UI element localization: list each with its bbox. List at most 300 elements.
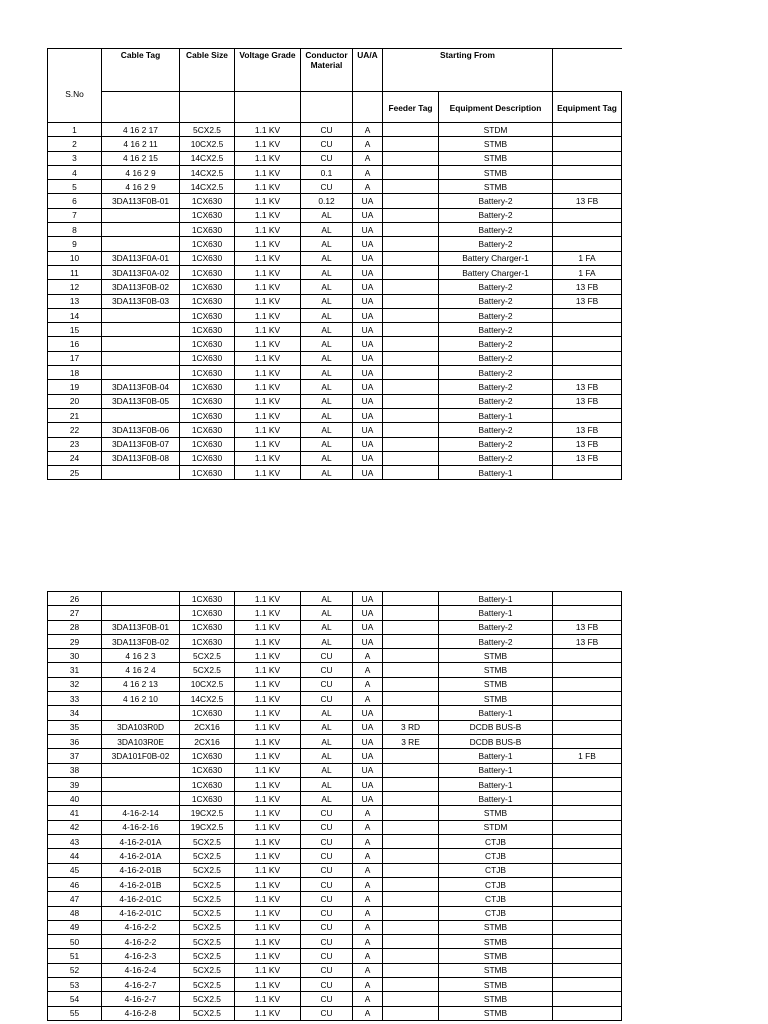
table-row <box>48 223 622 237</box>
feeder-tag-cell <box>383 606 439 620</box>
voltage-grade-cell: 1.1 KV <box>235 180 301 194</box>
equipment-description-cell: STMB <box>439 151 553 165</box>
cable-tag-cell: 3DA113F0B-05 <box>102 394 180 408</box>
cable-size-cell: 1CX630 <box>180 323 235 337</box>
ua-a-cell: UA <box>353 208 383 222</box>
feeder-tag-cell <box>383 380 439 394</box>
ua-a-cell: A <box>353 663 383 677</box>
ua-a-cell: A <box>353 165 383 179</box>
equipment-tag-cell <box>553 237 622 251</box>
ua-a-cell: UA <box>353 351 383 365</box>
feeder-tag-cell <box>383 223 439 237</box>
sno-cell: 24 <box>48 451 102 465</box>
conductor-material-cell: AL <box>301 337 353 351</box>
equipment-tag-cell: 13 FB <box>553 634 622 648</box>
voltage-grade-cell: 1.1 KV <box>235 935 301 949</box>
equipment-description-cell: STMB <box>439 963 553 977</box>
cable-tag-cell: 4 16 2 4 <box>102 663 180 677</box>
cable-tag-cell: 3DA113F0B-06 <box>102 423 180 437</box>
feeder-tag-cell <box>383 963 439 977</box>
sno-cell: 47 <box>48 892 102 906</box>
cable-size-cell: 1CX630 <box>180 777 235 791</box>
table-row <box>48 849 622 863</box>
ua-a-cell: UA <box>353 337 383 351</box>
feeder-tag-cell <box>383 920 439 934</box>
table-row <box>48 734 622 748</box>
conductor-material-cell: AL <box>301 423 353 437</box>
cable-schedule-table-top <box>47 48 622 480</box>
table-row <box>48 777 622 791</box>
cable-size-cell: 1CX630 <box>180 223 235 237</box>
equipment-description-cell: Battery-2 <box>439 280 553 294</box>
conductor-material-cell: AL <box>301 237 353 251</box>
conductor-material-cell: AL <box>301 294 353 308</box>
cable-tag-cell <box>102 366 180 380</box>
sno-cell: 4 <box>48 165 102 179</box>
cable-size-cell: 19CX2.5 <box>180 820 235 834</box>
cable-tag-cell: 3DA103R0D <box>102 720 180 734</box>
sno-cell: 45 <box>48 863 102 877</box>
voltage-grade-cell: 1.1 KV <box>235 165 301 179</box>
equipment-description-cell: Battery-2 <box>439 308 553 322</box>
cable-tag-cell <box>102 337 180 351</box>
table-body-top <box>48 123 622 480</box>
equipment-tag-cell <box>553 337 622 351</box>
cable-tag-cell: 4 16 2 10 <box>102 692 180 706</box>
equipment-description-cell: Battery-1 <box>439 408 553 422</box>
ua-a-cell: UA <box>353 323 383 337</box>
ua-a-cell: A <box>353 892 383 906</box>
sno-cell: 3 <box>48 151 102 165</box>
sno-cell: 1 <box>48 123 102 137</box>
voltage-grade-cell: 1.1 KV <box>235 963 301 977</box>
cable-size-cell: 14CX2.5 <box>180 180 235 194</box>
table-row <box>48 863 622 877</box>
equipment-description-cell: Battery-1 <box>439 466 553 480</box>
ua-a-cell: UA <box>353 749 383 763</box>
feeder-tag-cell <box>383 151 439 165</box>
cable-size-cell: 5CX2.5 <box>180 920 235 934</box>
table-row <box>48 649 622 663</box>
table-row <box>48 180 622 194</box>
cable-tag-cell: 4-16-2-01B <box>102 877 180 891</box>
equipment-tag-cell <box>553 180 622 194</box>
equipment-description-cell: Battery-1 <box>439 706 553 720</box>
conductor-material-cell: AL <box>301 366 353 380</box>
sno-cell: 50 <box>48 935 102 949</box>
conductor-material-cell: AL <box>301 466 353 480</box>
voltage-grade-cell: 1.1 KV <box>235 777 301 791</box>
ua-a-cell: UA <box>353 265 383 279</box>
cable-size-cell: 1CX630 <box>180 294 235 308</box>
feeder-tag-cell <box>383 877 439 891</box>
sno-cell: 7 <box>48 208 102 222</box>
sno-cell: 44 <box>48 849 102 863</box>
voltage-grade-cell: 1.1 KV <box>235 294 301 308</box>
sno-cell: 8 <box>48 223 102 237</box>
cable-tag-cell: 3DA113F0B-02 <box>102 634 180 648</box>
table-row <box>48 394 622 408</box>
cable-tag-cell: 3DA113F0B-02 <box>102 280 180 294</box>
equipment-tag-cell <box>553 606 622 620</box>
feeder-tag-cell <box>383 706 439 720</box>
ua-a-cell: UA <box>353 763 383 777</box>
sno-cell: 33 <box>48 692 102 706</box>
sno-cell: 5 <box>48 180 102 194</box>
cable-size-cell: 19CX2.5 <box>180 806 235 820</box>
feeder-tag-cell <box>383 620 439 634</box>
voltage-grade-cell: 1.1 KV <box>235 806 301 820</box>
conductor-material-cell: CU <box>301 180 353 194</box>
conductor-material-cell: CU <box>301 877 353 891</box>
feeder-tag-cell <box>383 466 439 480</box>
equipment-tag-cell <box>553 649 622 663</box>
voltage-grade-cell: 1.1 KV <box>235 892 301 906</box>
voltage-grade-cell: 1.1 KV <box>235 394 301 408</box>
feeder-tag-cell <box>383 280 439 294</box>
feeder-tag-cell: 3 RD <box>383 720 439 734</box>
sno-cell: 35 <box>48 720 102 734</box>
feeder-tag-cell <box>383 863 439 877</box>
equipment-tag-cell: 13 FB <box>553 280 622 294</box>
equipment-tag-cell <box>553 720 622 734</box>
equipment-description-cell: Battery-2 <box>439 380 553 394</box>
table-row <box>48 280 622 294</box>
ua-a-cell: UA <box>353 720 383 734</box>
equipment-tag-cell <box>553 949 622 963</box>
cable-size-cell: 1CX630 <box>180 194 235 208</box>
sno-cell: 46 <box>48 877 102 891</box>
equipment-description-cell: Battery-2 <box>439 620 553 634</box>
ua-a-cell: A <box>353 692 383 706</box>
ua-a-cell: A <box>353 849 383 863</box>
conductor-material-cell: CU <box>301 963 353 977</box>
equipment-tag-cell: 13 FB <box>553 294 622 308</box>
table-row <box>48 592 622 606</box>
cable-tag-cell: 3DA113F0A-02 <box>102 265 180 279</box>
equipment-tag-cell: 13 FB <box>553 451 622 465</box>
voltage-grade-cell: 1.1 KV <box>235 720 301 734</box>
ua-a-cell: UA <box>353 592 383 606</box>
conductor-material-cell: AL <box>301 763 353 777</box>
voltage-grade-cell: 1.1 KV <box>235 366 301 380</box>
cable-size-cell: 5CX2.5 <box>180 863 235 877</box>
equipment-tag-cell <box>553 677 622 691</box>
voltage-grade-cell: 1.1 KV <box>235 337 301 351</box>
voltage-grade-cell: 1.1 KV <box>235 237 301 251</box>
feeder-tag-cell <box>383 892 439 906</box>
equipment-description-cell: STMB <box>439 920 553 934</box>
equipment-tag-cell <box>553 366 622 380</box>
conductor-material-cell: AL <box>301 777 353 791</box>
sno-cell: 17 <box>48 351 102 365</box>
conductor-material-cell: AL <box>301 265 353 279</box>
ua-a-cell: UA <box>353 437 383 451</box>
ua-a-cell: A <box>353 1006 383 1020</box>
sno-cell: 28 <box>48 620 102 634</box>
voltage-grade-cell: 1.1 KV <box>235 706 301 720</box>
feeder-tag-cell <box>383 634 439 648</box>
equipment-description-cell: Battery-1 <box>439 749 553 763</box>
conductor-material-cell: AL <box>301 620 353 634</box>
voltage-grade-cell: 1.1 KV <box>235 606 301 620</box>
header-starting-from: Starting From <box>383 49 553 92</box>
cable-tag-cell: 4 16 2 11 <box>102 137 180 151</box>
cable-tag-cell <box>102 237 180 251</box>
equipment-description-cell: Battery-1 <box>439 606 553 620</box>
conductor-material-cell: AL <box>301 394 353 408</box>
header-cable-tag: Cable Tag <box>102 49 180 92</box>
header-blank <box>301 92 353 123</box>
sno-cell: 21 <box>48 408 102 422</box>
header-equipment-tag: Equipment Tag <box>553 92 622 123</box>
feeder-tag-cell <box>383 935 439 949</box>
feeder-tag-cell <box>383 366 439 380</box>
conductor-material-cell: CU <box>301 906 353 920</box>
equipment-description-cell: STMB <box>439 992 553 1006</box>
equipment-description-cell: STMB <box>439 137 553 151</box>
ua-a-cell: A <box>353 835 383 849</box>
equipment-tag-cell <box>553 151 622 165</box>
feeder-tag-cell <box>383 251 439 265</box>
header-feeder-tag: Feeder Tag <box>383 92 439 123</box>
equipment-tag-cell <box>553 935 622 949</box>
sno-cell: 49 <box>48 920 102 934</box>
voltage-grade-cell: 1.1 KV <box>235 423 301 437</box>
ua-a-cell: A <box>353 978 383 992</box>
table-row <box>48 208 622 222</box>
conductor-material-cell: CU <box>301 123 353 137</box>
equipment-description-cell: Battery Charger-1 <box>439 251 553 265</box>
voltage-grade-cell: 1.1 KV <box>235 820 301 834</box>
sno-cell: 40 <box>48 792 102 806</box>
ua-a-cell: UA <box>353 634 383 648</box>
equipment-tag-cell <box>553 692 622 706</box>
cable-tag-cell: 4-16-2-7 <box>102 978 180 992</box>
conductor-material-cell: 0.1 <box>301 165 353 179</box>
ua-a-cell: UA <box>353 777 383 791</box>
cable-tag-cell: 4-16-2-01C <box>102 906 180 920</box>
cable-tag-cell: 4-16-2-8 <box>102 1006 180 1020</box>
table-row <box>48 151 622 165</box>
equipment-description-cell: STMB <box>439 180 553 194</box>
voltage-grade-cell: 1.1 KV <box>235 749 301 763</box>
table-row <box>48 877 622 891</box>
conductor-material-cell: AL <box>301 451 353 465</box>
equipment-description-cell: STMB <box>439 692 553 706</box>
ua-a-cell: UA <box>353 308 383 322</box>
feeder-tag-cell <box>383 208 439 222</box>
cable-size-cell: 5CX2.5 <box>180 949 235 963</box>
cable-tag-cell: 4-16-2-01C <box>102 892 180 906</box>
equipment-tag-cell <box>553 806 622 820</box>
feeder-tag-cell <box>383 835 439 849</box>
equipment-tag-cell <box>553 351 622 365</box>
feeder-tag-cell <box>383 777 439 791</box>
header-voltage-grade: Voltage Grade <box>235 49 301 92</box>
feeder-tag-cell <box>383 792 439 806</box>
ua-a-cell: UA <box>353 451 383 465</box>
cable-size-cell: 1CX630 <box>180 337 235 351</box>
equipment-tag-cell <box>553 877 622 891</box>
ua-a-cell: A <box>353 180 383 194</box>
sno-cell: 43 <box>48 835 102 849</box>
conductor-material-cell: AL <box>301 380 353 394</box>
ua-a-cell: UA <box>353 394 383 408</box>
feeder-tag-cell <box>383 437 439 451</box>
equipment-tag-cell <box>553 892 622 906</box>
cable-tag-cell: 4 16 2 17 <box>102 123 180 137</box>
voltage-grade-cell: 1.1 KV <box>235 1006 301 1020</box>
ua-a-cell: UA <box>353 251 383 265</box>
cable-size-cell: 10CX2.5 <box>180 137 235 151</box>
voltage-grade-cell: 1.1 KV <box>235 308 301 322</box>
cable-tag-cell: 3DA113F0B-07 <box>102 437 180 451</box>
equipment-tag-cell: 1 FB <box>553 749 622 763</box>
conductor-material-cell: AL <box>301 408 353 422</box>
equipment-description-cell: Battery-2 <box>439 208 553 222</box>
sno-cell: 31 <box>48 663 102 677</box>
cable-size-cell: 5CX2.5 <box>180 877 235 891</box>
feeder-tag-cell <box>383 906 439 920</box>
table-row <box>48 706 622 720</box>
cable-size-cell: 5CX2.5 <box>180 978 235 992</box>
ua-a-cell: A <box>353 677 383 691</box>
ua-a-cell: A <box>353 992 383 1006</box>
ua-a-cell: A <box>353 820 383 834</box>
sno-cell: 54 <box>48 992 102 1006</box>
cable-tag-cell: 4 16 2 15 <box>102 151 180 165</box>
conductor-material-cell: AL <box>301 351 353 365</box>
cable-tag-cell <box>102 323 180 337</box>
cable-tag-cell: 4-16-2-14 <box>102 806 180 820</box>
table-row <box>48 920 622 934</box>
equipment-description-cell: Battery-1 <box>439 763 553 777</box>
cable-tag-cell: 3DA113F0B-03 <box>102 294 180 308</box>
sno-cell: 51 <box>48 949 102 963</box>
feeder-tag-cell <box>383 992 439 1006</box>
voltage-grade-cell: 1.1 KV <box>235 208 301 222</box>
cable-tag-cell <box>102 606 180 620</box>
table-row <box>48 423 622 437</box>
ua-a-cell: A <box>353 649 383 663</box>
conductor-material-cell: CU <box>301 649 353 663</box>
sno-cell: 9 <box>48 237 102 251</box>
ua-a-cell: A <box>353 963 383 977</box>
table-row <box>48 949 622 963</box>
equipment-tag-cell: 13 FB <box>553 423 622 437</box>
sno-cell: 52 <box>48 963 102 977</box>
voltage-grade-cell: 1.1 KV <box>235 265 301 279</box>
equipment-description-cell: Battery-2 <box>439 437 553 451</box>
cable-size-cell: 1CX630 <box>180 308 235 322</box>
voltage-grade-cell: 1.1 KV <box>235 251 301 265</box>
table-row <box>48 437 622 451</box>
cable-size-cell: 14CX2.5 <box>180 165 235 179</box>
conductor-material-cell: AL <box>301 280 353 294</box>
feeder-tag-cell <box>383 692 439 706</box>
ua-a-cell: A <box>353 137 383 151</box>
conductor-material-cell: 0.12 <box>301 194 353 208</box>
equipment-tag-cell <box>553 978 622 992</box>
table-row <box>48 749 622 763</box>
equipment-tag-cell <box>553 849 622 863</box>
table-row <box>48 935 622 949</box>
feeder-tag-cell <box>383 451 439 465</box>
conductor-material-cell: AL <box>301 792 353 806</box>
equipment-description-cell: Battery-2 <box>439 634 553 648</box>
sno-cell: 41 <box>48 806 102 820</box>
voltage-grade-cell: 1.1 KV <box>235 677 301 691</box>
sno-cell: 53 <box>48 978 102 992</box>
cable-size-cell: 10CX2.5 <box>180 677 235 691</box>
feeder-tag-cell <box>383 649 439 663</box>
voltage-grade-cell: 1.1 KV <box>235 663 301 677</box>
equipment-description-cell: Battery-2 <box>439 323 553 337</box>
conductor-material-cell: AL <box>301 437 353 451</box>
feeder-tag-cell <box>383 323 439 337</box>
voltage-grade-cell: 1.1 KV <box>235 151 301 165</box>
cable-tag-cell: 3DA113F0B-08 <box>102 451 180 465</box>
voltage-grade-cell: 1.1 KV <box>235 863 301 877</box>
sno-cell: 13 <box>48 294 102 308</box>
equipment-tag-cell <box>553 663 622 677</box>
equipment-tag-cell <box>553 1006 622 1020</box>
voltage-grade-cell: 1.1 KV <box>235 763 301 777</box>
header-ua-a: UA/A <box>353 49 383 92</box>
equipment-description-cell: Battery-2 <box>439 366 553 380</box>
equipment-description-cell: STMB <box>439 935 553 949</box>
equipment-description-cell: Battery-2 <box>439 337 553 351</box>
equipment-tag-cell <box>553 863 622 877</box>
conductor-material-cell: AL <box>301 223 353 237</box>
equipment-description-cell: STMB <box>439 978 553 992</box>
table-row <box>48 237 622 251</box>
cable-size-cell: 2CX16 <box>180 720 235 734</box>
equipment-description-cell: Battery-1 <box>439 777 553 791</box>
cable-tag-cell: 4-16-2-01A <box>102 835 180 849</box>
equipment-description-cell: CTJB <box>439 877 553 891</box>
equipment-description-cell: STMB <box>439 1006 553 1020</box>
ua-a-cell: UA <box>353 466 383 480</box>
equipment-tag-cell: 13 FB <box>553 437 622 451</box>
conductor-material-cell: CU <box>301 863 353 877</box>
equipment-tag-cell <box>553 137 622 151</box>
table-row <box>48 606 622 620</box>
equipment-description-cell: Battery-2 <box>439 394 553 408</box>
equipment-description-cell: STMB <box>439 649 553 663</box>
cable-size-cell: 5CX2.5 <box>180 849 235 863</box>
equipment-description-cell: Battery-2 <box>439 423 553 437</box>
equipment-tag-cell: 13 FB <box>553 194 622 208</box>
cable-tag-cell <box>102 777 180 791</box>
conductor-material-cell: CU <box>301 949 353 963</box>
cable-size-cell: 1CX630 <box>180 423 235 437</box>
conductor-material-cell: CU <box>301 137 353 151</box>
equipment-description-cell: Battery-2 <box>439 451 553 465</box>
feeder-tag-cell <box>383 849 439 863</box>
cable-tag-cell <box>102 706 180 720</box>
voltage-grade-cell: 1.1 KV <box>235 649 301 663</box>
conductor-material-cell: AL <box>301 606 353 620</box>
header-equipment-description: Equipment Description <box>439 92 553 123</box>
cable-size-cell: 1CX630 <box>180 351 235 365</box>
equipment-tag-cell <box>553 763 622 777</box>
equipment-description-cell: DCDB BUS-B <box>439 734 553 748</box>
sno-cell: 26 <box>48 592 102 606</box>
equipment-tag-cell <box>553 920 622 934</box>
sno-cell: 19 <box>48 380 102 394</box>
